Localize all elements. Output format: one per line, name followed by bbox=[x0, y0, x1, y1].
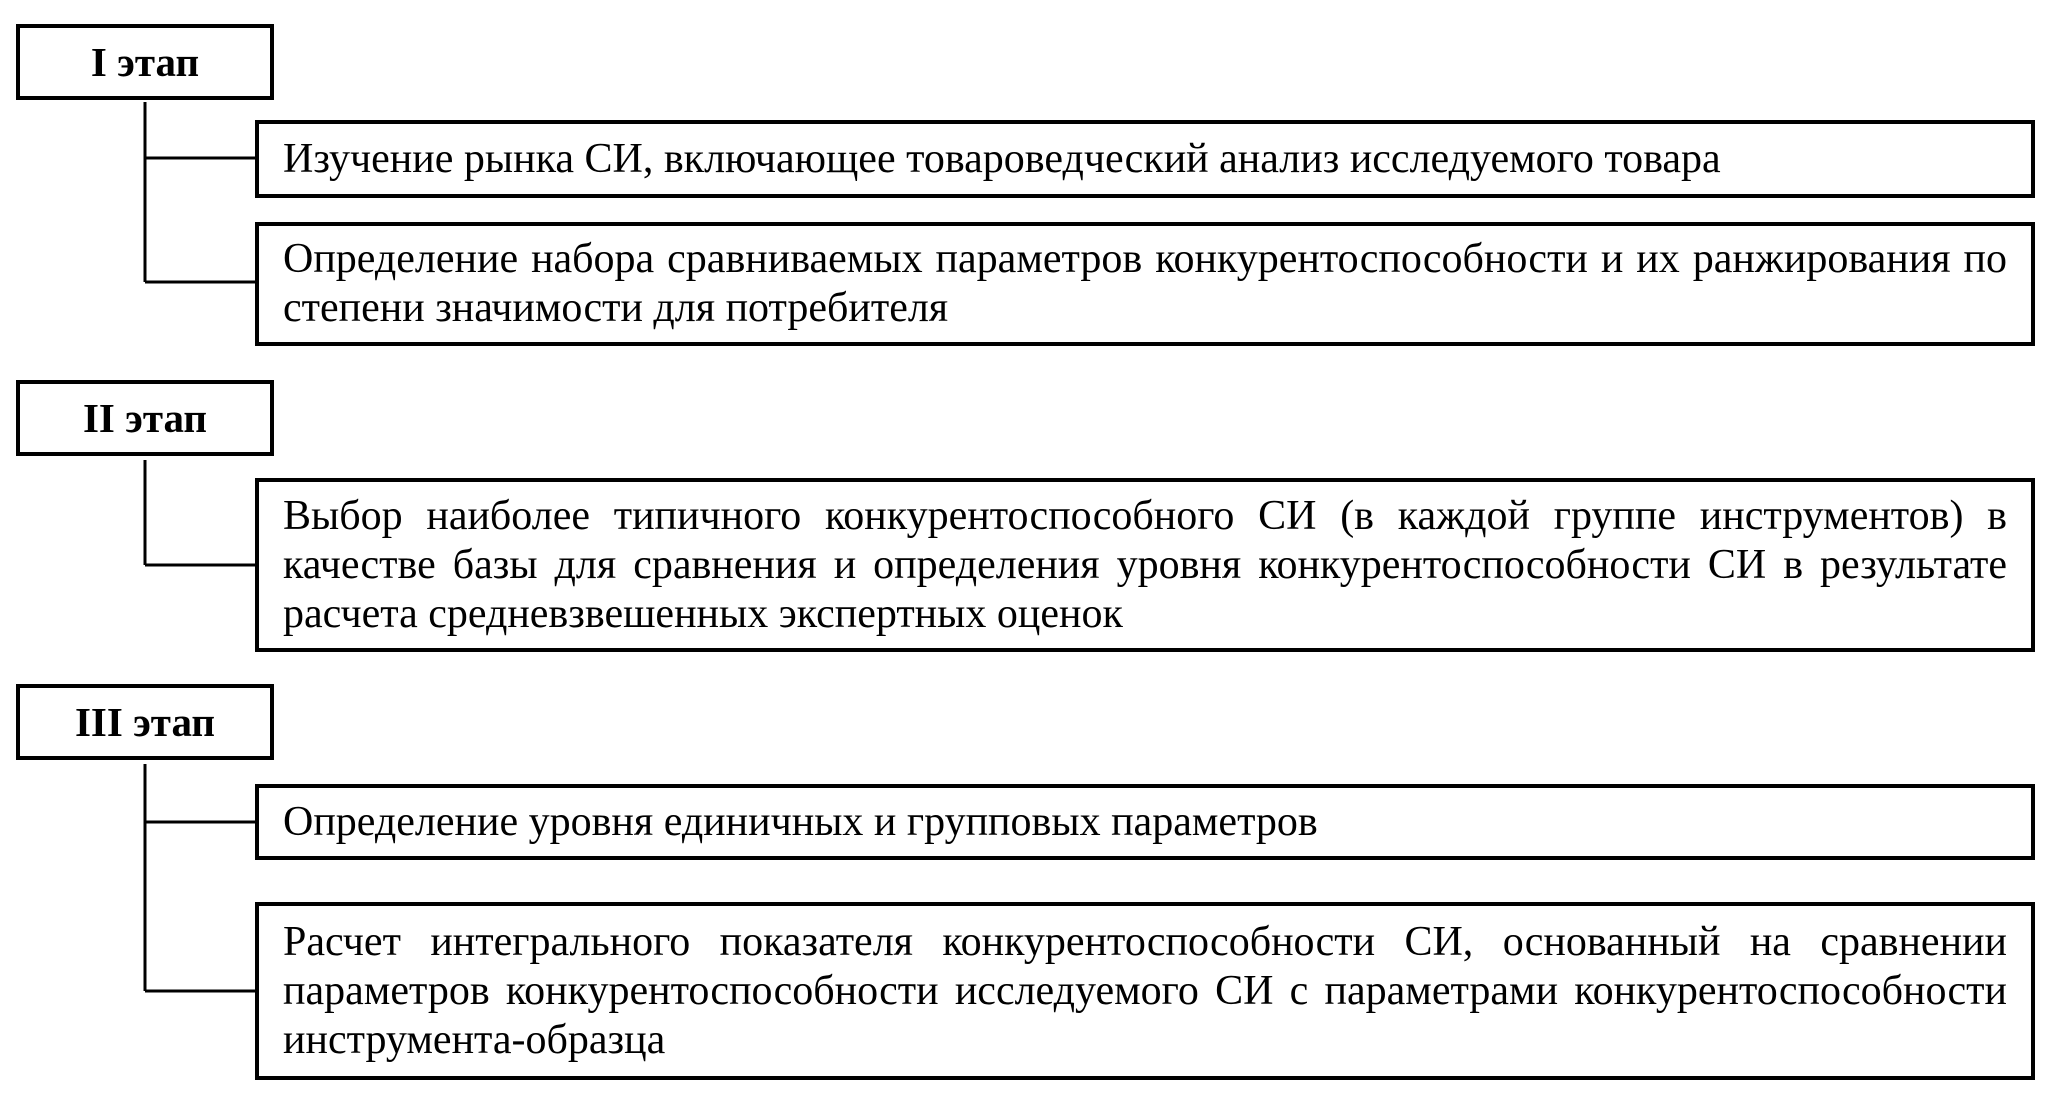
stage-3-label: III этап bbox=[74, 699, 216, 745]
stage-3-step-2-box bbox=[255, 902, 2035, 1080]
stage-3-step-1-box bbox=[255, 784, 2035, 860]
stage-3-box bbox=[16, 684, 274, 760]
stage-1-step-2-text: Определение набора сравниваемых параметров конкурентоспособности и их ранжирования по степени значимости для потребителя bbox=[283, 236, 2007, 331]
stage-3-step-2-text: Расчет интегрального показателя конкурентоспособности СИ, основанный на сравнении параметров конкурентоспособности исследуемого СИ с параметрами конкурентоспособности инструмента-образца bbox=[283, 918, 2007, 1063]
stage-1-box bbox=[16, 24, 274, 100]
stage-2-step-1-text: Выбор наиболее типичного конкурентоспособного СИ (в каждой группе инструментов) в качестве базы для сравнения и определения уровня конкурентоспособности СИ в результате расчета средневзвешенных экспертных оценок bbox=[283, 492, 2007, 637]
stage-2-step-1-box bbox=[255, 478, 2035, 652]
stage-1-step-1-text: Изучение рынка СИ, включающее товароведческий анализ исследуемого товара bbox=[283, 135, 1721, 182]
stage-1-step-1-box bbox=[255, 120, 2035, 198]
stage-3-step-1-text: Определение уровня единичных и групповых параметров bbox=[283, 798, 1318, 845]
stage-1-step-2-box bbox=[255, 222, 2035, 346]
stage-2-box bbox=[16, 380, 274, 456]
stage-1-label: I этап bbox=[90, 39, 200, 85]
stage-2-label: II этап bbox=[82, 395, 208, 441]
